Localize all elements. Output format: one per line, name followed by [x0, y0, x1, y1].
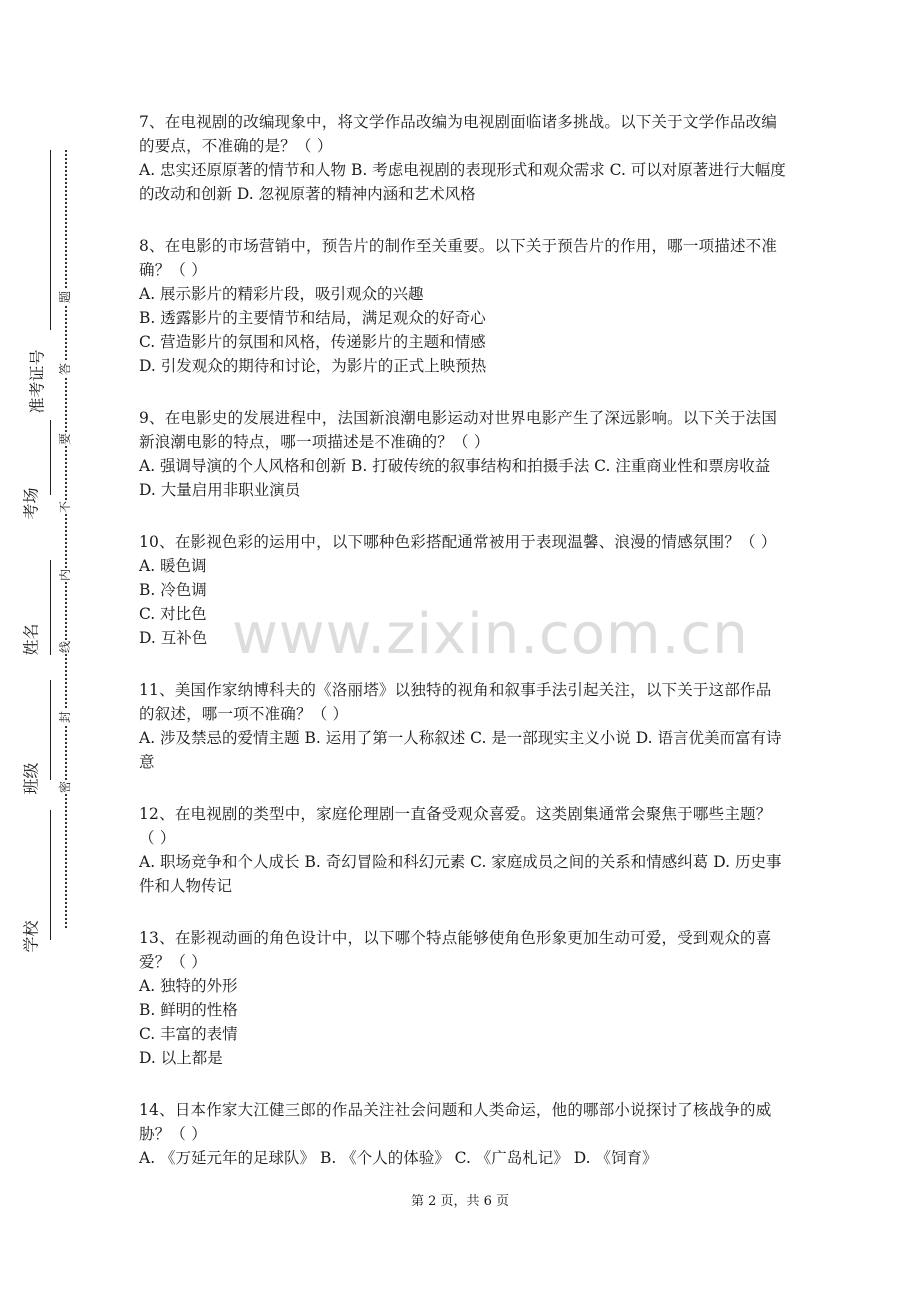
seal-char: 线	[58, 640, 73, 654]
option-d: D. 以上都是	[139, 1049, 223, 1067]
option-a: A. 暖色调	[139, 557, 207, 575]
seal-char: 内	[58, 568, 73, 582]
field-exam-room-line	[50, 420, 51, 495]
option-c: C. 营造影片的氛围和风格，传递影片的主题和情感	[139, 333, 486, 351]
field-name-label: 姓名	[21, 623, 41, 656]
option-a: A. 独特的外形	[139, 977, 238, 995]
question-10	[139, 530, 787, 650]
field-class-label: 班级	[21, 762, 41, 795]
field-exam-room-label: 考场	[21, 487, 41, 520]
question-options: A. 职场竞争和个人成长 B. 奇幻冒险和科幻元素 C. 家庭成员之间的关系和情感纠葛 D. 历史事件和人物传记	[139, 853, 782, 895]
question-text: 11、美国作家纳博科夫的《洛丽塔》以独特的视角和叙事手法引起关注，以下关于这部作品的叙述，哪一项不准确？（ ）	[139, 681, 772, 723]
question-8	[139, 234, 787, 378]
option-a: A. 展示影片的精彩片段，吸引观众的兴趣	[139, 285, 424, 303]
question-7	[139, 110, 787, 206]
seal-char: 不	[58, 500, 73, 514]
seal-char: 答	[58, 362, 73, 376]
field-name	[14, 540, 50, 670]
watermark: www.zixin.com.cn	[232, 602, 749, 667]
field-class	[14, 670, 50, 800]
question-options: A. 忠实还原原著的情节和人物 B. 考虑电视剧的表现形式和观众需求 C. 可以对原著进行大幅度的改动和创新 D. 忽视原著的精神内涵和艺术风格	[139, 161, 786, 203]
question-text: 10、在影视色彩的运用中，以下哪种色彩搭配通常被用于表现温馨、浪漫的情感氛围？（ ）	[139, 533, 777, 551]
field-exam-number	[14, 150, 50, 420]
option-b: B. 透露影片的主要情节和结局，满足观众的好奇心	[139, 309, 486, 327]
field-school-label: 学校	[21, 920, 41, 953]
seal-char: 封	[58, 710, 73, 724]
seal-char: 要	[58, 432, 73, 446]
question-options: A. 涉及禁忌的爱情主题 B. 运用了第一人称叙述 C. 是一部现实主义小说 D. 语言优美而富有诗意	[139, 729, 782, 771]
field-school	[14, 800, 50, 960]
option-c: C. 丰富的表情	[139, 1025, 238, 1043]
question-options: A. 《万延元年的足球队》 B. 《个人的体验》 C. 《广岛札记》 D. 《饲育》	[139, 1149, 658, 1167]
seal-dotted-line	[65, 150, 67, 928]
seal-char: 题	[58, 290, 73, 304]
question-14	[139, 1098, 787, 1170]
question-text: 7、在电视剧的改编现象中，将文学作品改编为电视剧面临诸多挑战。以下关于文学作品改编的要点，不准确的是？（ ）	[139, 113, 778, 155]
field-name-line	[50, 560, 51, 655]
option-d: D. 互补色	[139, 629, 208, 647]
question-9	[139, 406, 787, 502]
page-number: 第 2 页，共 6 页	[410, 1194, 510, 1209]
question-text: 12、在电视剧的类型中，家庭伦理剧一直备受观众喜爱。这类剧集通常会聚焦于哪些主题？（ ）	[139, 805, 772, 847]
question-text: 14、日本作家大江健三郎的作品关注社会问题和人类命运，他的哪部小说探讨了核战争的威胁？（ ）	[139, 1101, 772, 1143]
option-d: D. 引发观众的期待和讨论，为影片的正式上映预热	[139, 357, 487, 375]
binding-margin	[0, 0, 120, 1302]
field-school-line	[50, 810, 51, 940]
question-text: 13、在影视动画的角色设计中，以下哪个特点能够使角色形象更加生动可爱，受到观众的喜爱？（ ）	[139, 929, 772, 971]
question-options: A. 强调导演的个人风格和创新 B. 打破传统的叙事结构和拍摄手法 C. 注重商业性和票房收益 D. 大量启用非职业演员	[139, 457, 771, 499]
question-text: 8、在电影的市场营销中，预告片的制作至关重要。以下关于预告片的作用，哪一项描述不准确？（ ）	[139, 237, 778, 279]
question-12	[139, 802, 787, 898]
seal-char: 密	[58, 780, 73, 794]
option-b: B. 冷色调	[139, 581, 207, 599]
field-exam-number-line	[50, 150, 51, 330]
question-text: 9、在电影史的发展进程中，法国新浪潮电影运动对世界电影产生了深远影响。以下关于法国新浪潮电影的特点，哪一项描述是不准确的？（ ）	[139, 409, 778, 451]
question-13	[139, 926, 787, 1070]
option-c: C. 对比色	[139, 605, 207, 623]
question-list	[139, 110, 787, 1198]
field-exam-room	[14, 420, 50, 540]
question-11	[139, 678, 787, 774]
field-class-line	[50, 680, 51, 780]
option-b: B. 鲜明的性格	[139, 1001, 238, 1019]
field-exam-number-label: 准考证号	[27, 349, 47, 414]
